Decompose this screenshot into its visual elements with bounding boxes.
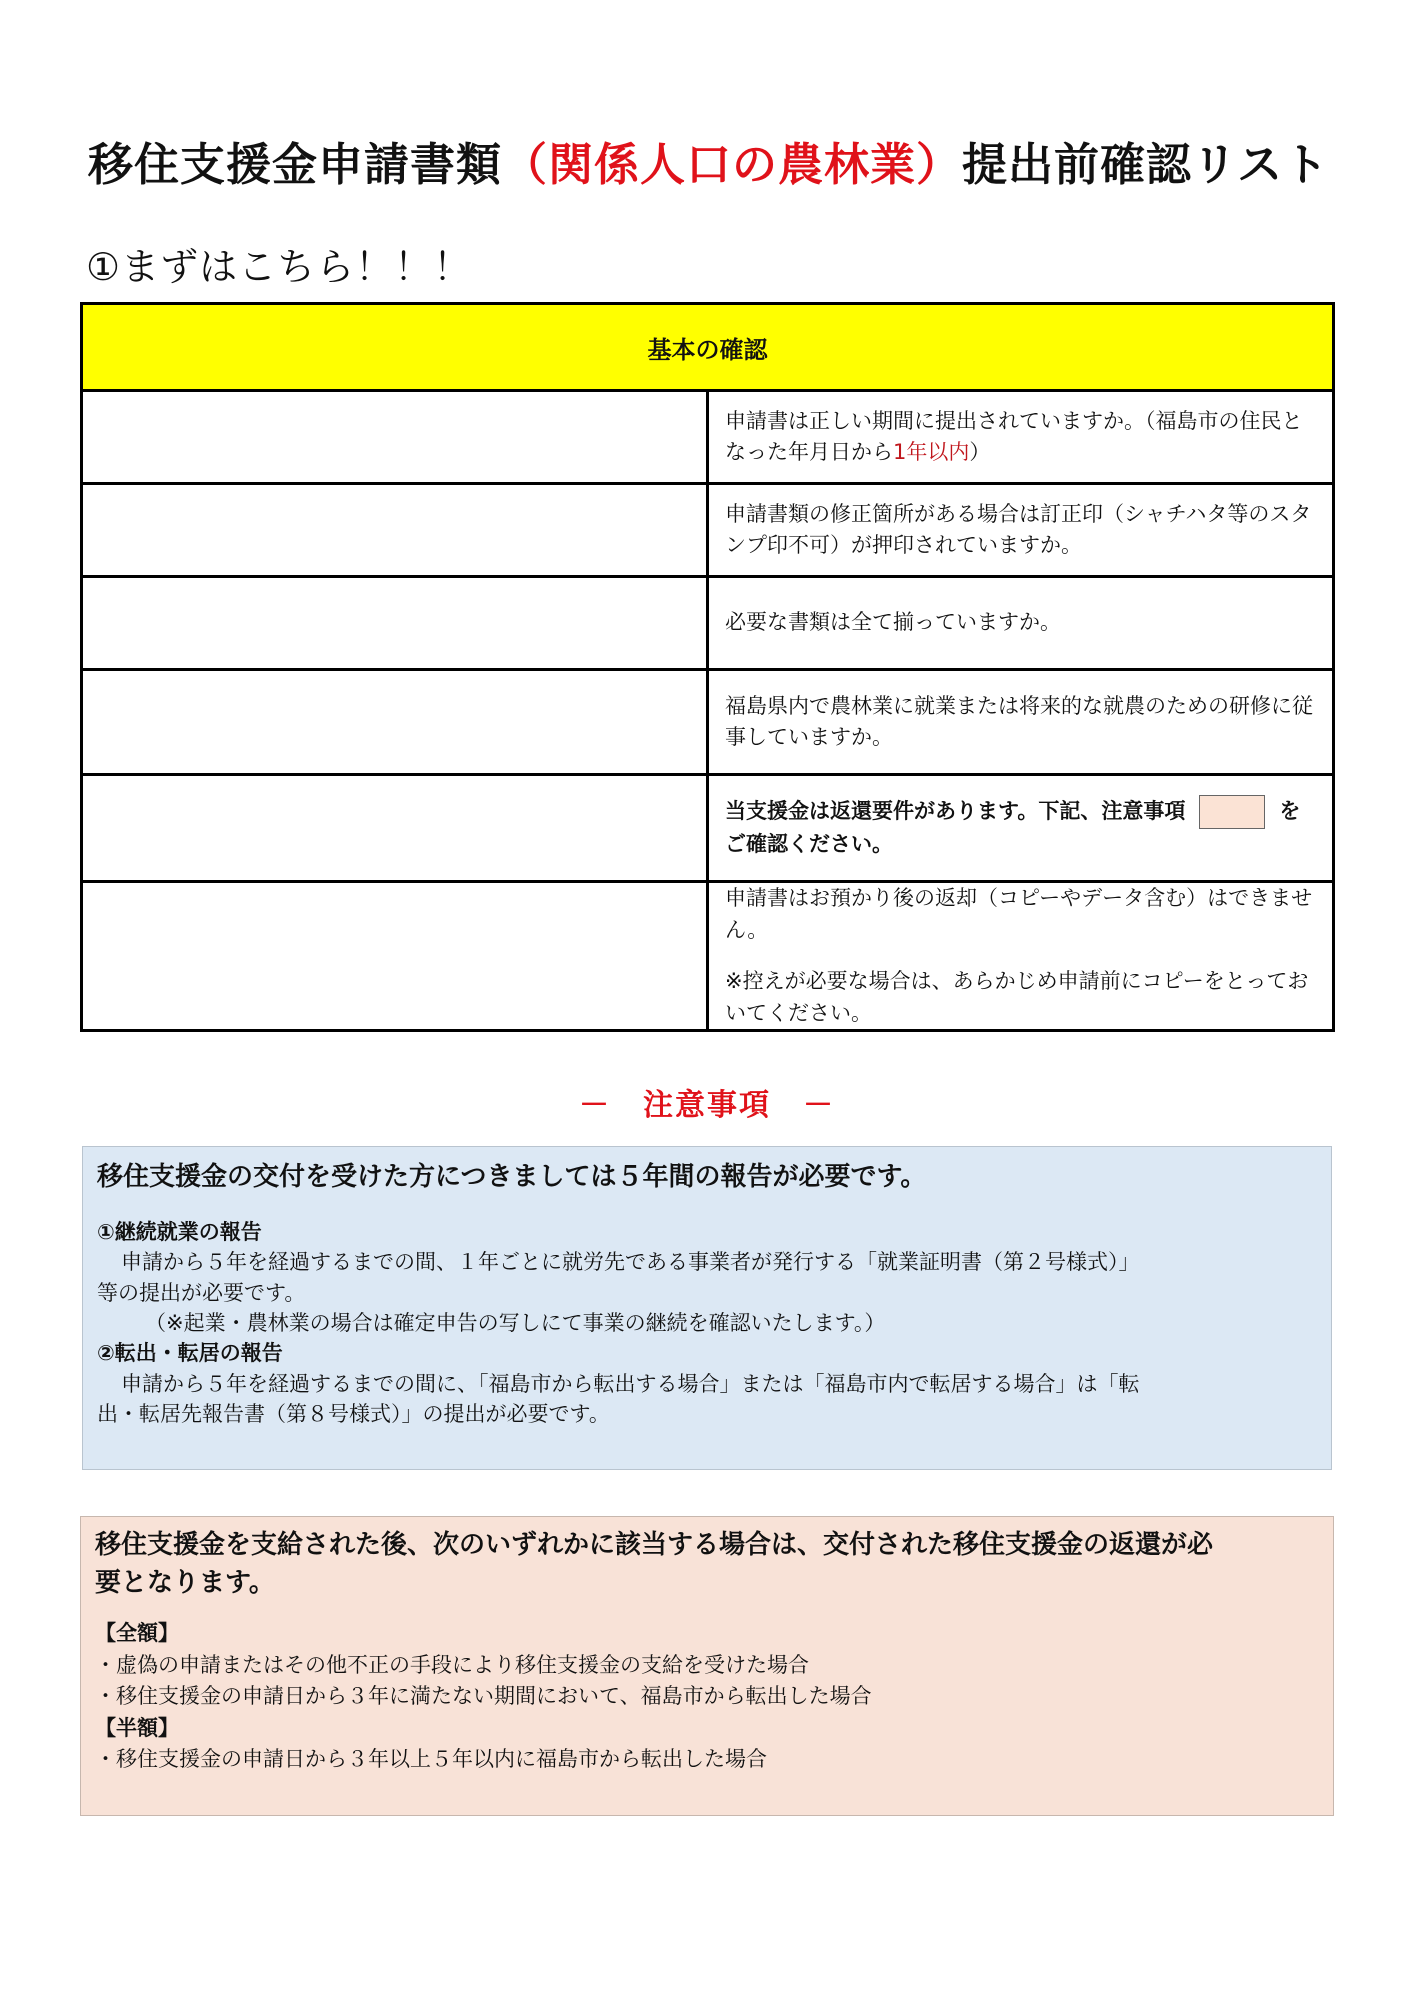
report-box-lead: 移住支援金の交付を受けた方につきましては５年間の報告が必要です。 (97, 1162, 927, 1192)
full-refund-item: ・虚偽の申請またはその他不正の手段により移住支援金の支給を受けた場合 (95, 1652, 809, 1677)
full-refund-item: ・移住支援金の申請日から３年に満たない期間において、福島市から転出した場合 (95, 1684, 872, 1709)
report-section-2-title: ②転出・転居の報告 (97, 1341, 283, 1366)
title-part-3: 提出前確認リスト (962, 138, 1330, 191)
checklist-item-text (708, 775, 1334, 882)
check-box-cell[interactable] (82, 577, 708, 670)
report-requirements-box (82, 1146, 1332, 1470)
check-box-cell[interactable] (82, 882, 708, 1031)
checklist-header: 基本の確認 (82, 304, 1334, 391)
half-refund-item: ・移住支援金の申請日から３年以上５年以内に福島市から転出した場合 (95, 1747, 767, 1772)
report-section-1-line-1: 申請から５年を経過するまでの間、１年ごとに就労先である事業者が発行する「就業証明書（第２号様式）」 (121, 1250, 1140, 1275)
check-box-cell[interactable] (82, 391, 708, 484)
report-section-1-line-2: 等の提出が必要です。 (97, 1280, 306, 1305)
refund-box-lead-line-1: 移住支援金を支給された後、次のいずれかに該当する場合は、交付された移住支援金の返還が必 (95, 1530, 1214, 1560)
report-section-1-line-3: （※起業・農林業の場合は確定申告の写しにて事業の継続を確認いたします。） (145, 1311, 886, 1335)
section-subheading: ①まずはこちら！！！ (86, 245, 473, 289)
check-box-cell[interactable] (82, 670, 708, 775)
checklist-item-text-main: 当支援金は返還要件があります。下記、注意事項 (725, 799, 1186, 824)
checklist-row (82, 882, 1334, 1031)
checklist-row (82, 775, 1334, 882)
checklist-item-text (708, 391, 1334, 484)
page-title (88, 128, 1348, 193)
checklist-item-text: 福島県内で農林業に就業または将来的な就農のための研修に従事していますか。 (708, 670, 1334, 775)
checklist-item-text: 申請書類の修正箇所がある場合は訂正印（シャチハタ等のスタンプ印不可）が押印されていますか。 (708, 484, 1334, 577)
checklist-row (82, 670, 1334, 775)
refund-conditions-box (80, 1516, 1334, 1816)
checklist-item-line-1: 申請書はお預かり後の返却（コピーやデータ含む）はできません。 (725, 886, 1313, 942)
check-box-cell[interactable] (82, 484, 708, 577)
report-section-1-title: ①継続就業の報告 (97, 1219, 262, 1244)
checklist-row (82, 577, 1334, 670)
check-box-cell[interactable] (82, 775, 708, 882)
notice-heading: － 注意事項 － (579, 1088, 835, 1123)
checklist-row (82, 484, 1334, 577)
full-refund-title: 【全額】 (95, 1621, 179, 1646)
checklist-row (82, 391, 1334, 484)
report-section-2-line-2: 出・転居先報告書（第８号様式）」の提出が必要です。 (97, 1402, 610, 1427)
title-part-1: 移住支援金申請書類 (88, 138, 503, 191)
checklist-item-text: 必要な書類は全て揃っていますか。 (708, 577, 1334, 670)
report-section-2-line-1: 申請から５年を経過するまでの間に、「福島市から転出する場合」または「福島市内で転居する場合」は「転 (121, 1371, 1140, 1396)
notice-color-swatch (1199, 795, 1265, 829)
basic-checklist-table (80, 302, 1335, 1032)
checklist-item-text (708, 882, 1334, 1031)
half-refund-title: 【半額】 (95, 1715, 179, 1740)
deadline-highlight: 1年以内 (893, 440, 970, 464)
checklist-item-text-tail: をご確認ください。 (725, 799, 1301, 857)
title-part-2-accent: （関係人口の農林業） (502, 138, 963, 191)
checklist-item-text-tail: ） (969, 440, 991, 464)
checklist-item-text-main: 申請書は正しい期間に提出されていますか。（福島市の住民となった年月日から (725, 408, 1303, 464)
checklist-item-line-2: ※控えが必要な場合は、あらかじめ申請前にコピーをとっておいてください。 (725, 969, 1309, 1025)
refund-box-lead (95, 1527, 1319, 1602)
refund-box-lead-line-2: 要となります。 (95, 1567, 275, 1598)
